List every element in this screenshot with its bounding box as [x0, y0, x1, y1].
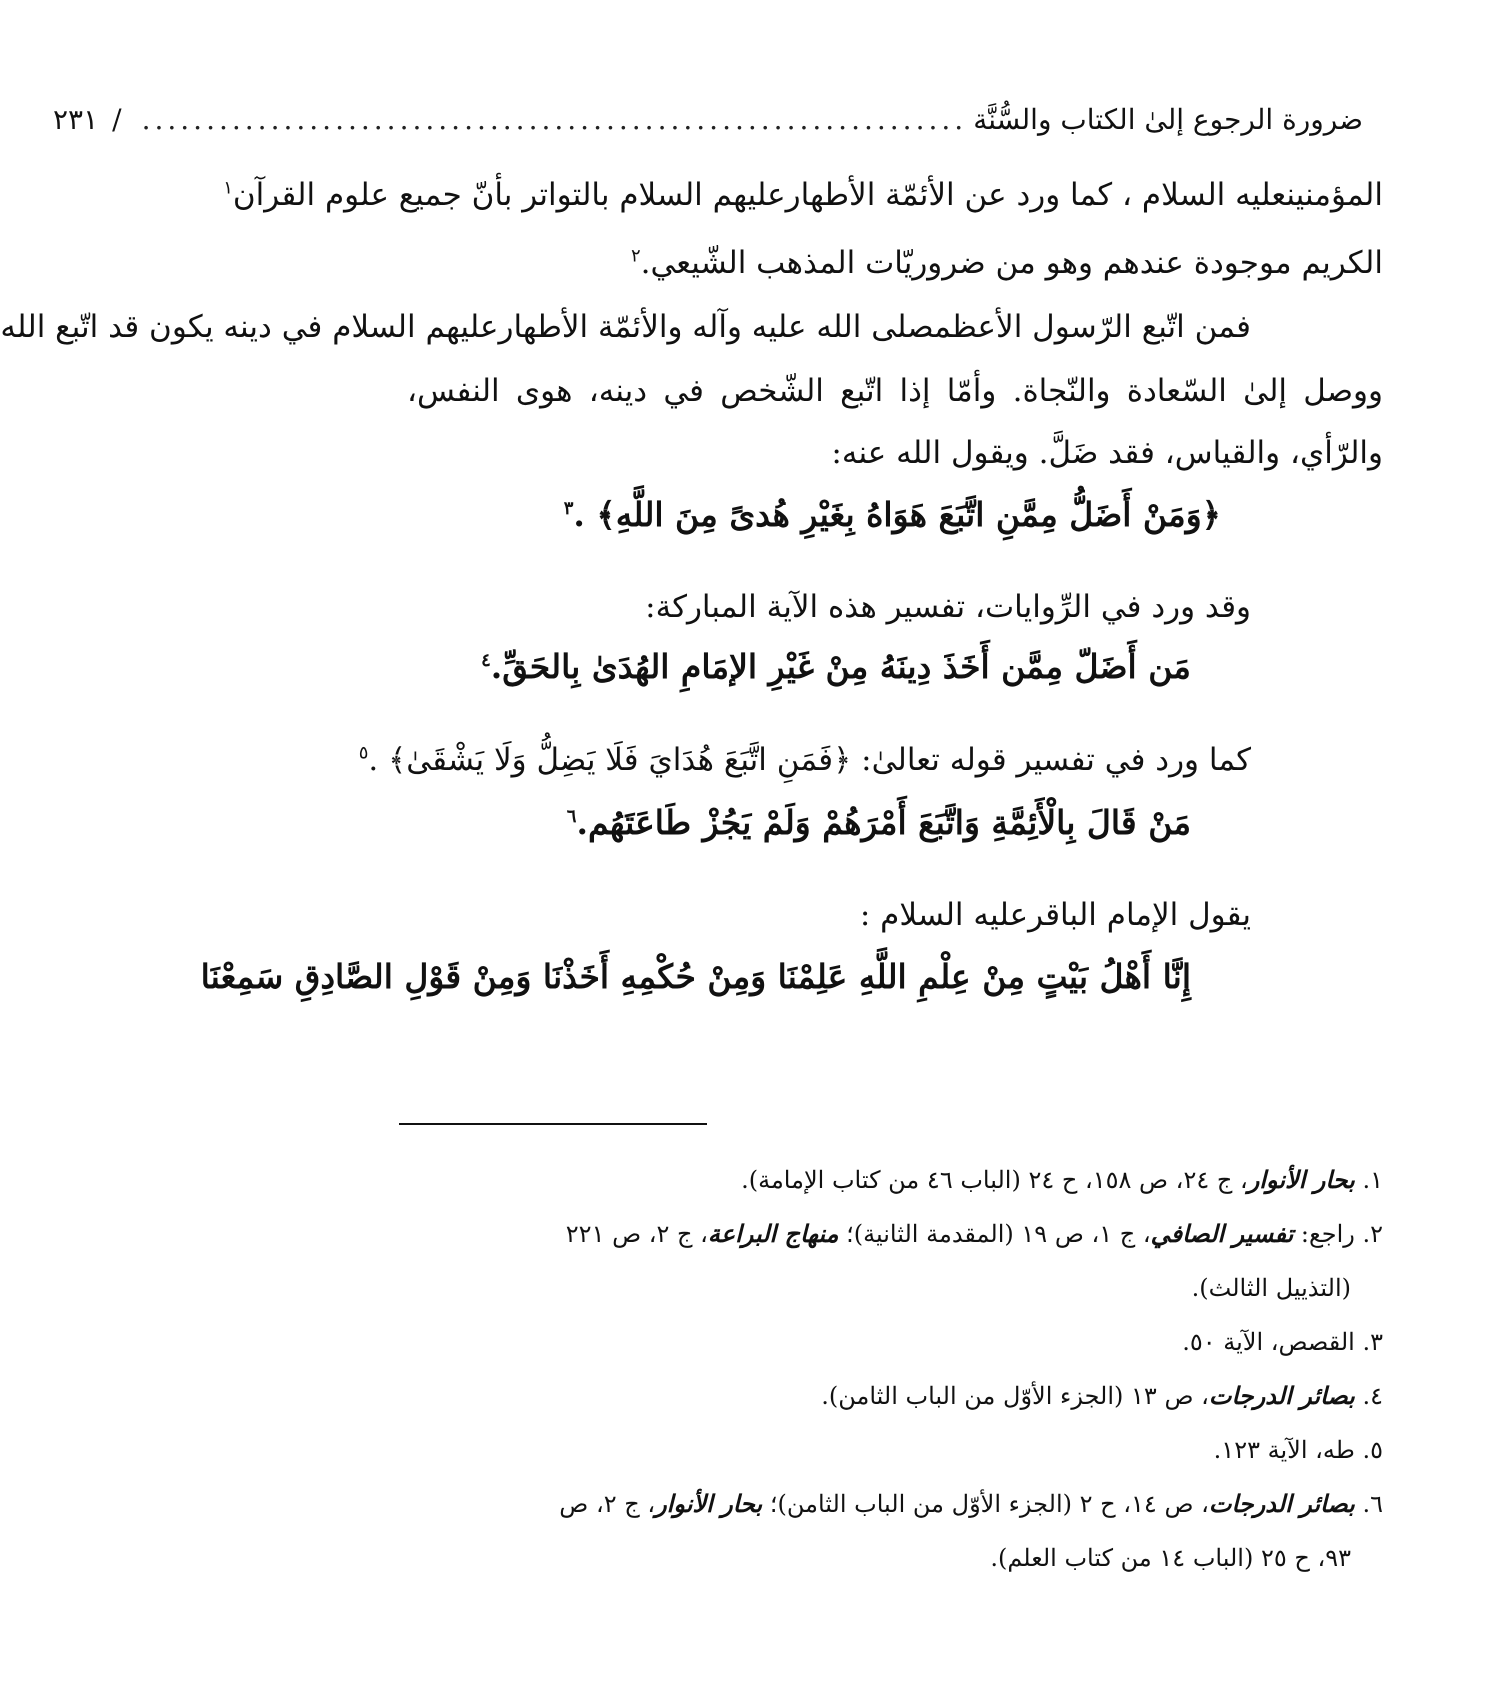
- hadith-quote-2: مَنْ قَالَ بِالْأَئِمَّةِ وَاتَّبَعَ أَمْرَهُمْ وَلَمْ يَجُزْ طَاعَتَهُم.$^٦$: [566, 803, 1191, 842]
- footnote-1: ١. بحار الأنوار، ج ٢٤، ص ١٥٨، ح ٢٤ (الباب ٤٦ من كتاب الإمامة).: [741, 1165, 1383, 1194]
- header-separator: /: [112, 103, 122, 136]
- page-number: ٢٣١: [53, 103, 99, 136]
- footnote-6: ٦. بصائر الدرجات، ص ١٤، ح ٢ (الجزء الأوّل من الباب الثامن)؛ بحار الأنوار، ج ٢، ص: [559, 1489, 1383, 1518]
- footnote-ref-4: ٤: [481, 650, 491, 671]
- footnote-ref-6: ٦: [566, 806, 577, 827]
- body-line-7: كما ورد في تفسير قوله تعالىٰ: ﴿فَمَنِ اتَّبَعَ هُدَايَ فَلَا يَضِلُّ وَلَا يَشْقَىٰ﴾ .$^٥$: [358, 742, 1251, 778]
- footnote-divider: [399, 1123, 707, 1125]
- footnote-2: ٢. راجع: تفسير الصافي، ج ١، ص ١٩ (المقدمة الثانية)؛ منهاج البراعة، ج ٢، ص ٢٢١: [565, 1219, 1383, 1248]
- book-title: تفسير الصافي: [1150, 1219, 1294, 1248]
- footnote-4: ٤. بصائر الدرجات، ص ١٣ (الجزء الأوّل من الباب الثامن).: [821, 1381, 1383, 1410]
- footnote-ref-3: ٣: [563, 498, 574, 519]
- footnote-ref-1: ١: [223, 177, 233, 199]
- book-title: بصائر الدرجات: [1208, 1489, 1355, 1518]
- header-leader-dots: ................................................................: [141, 103, 968, 136]
- footnote-2-continued: (التذييل الثالث).: [1191, 1274, 1351, 1302]
- body-line-1: المؤمنينعليه السلام ، كما ورد عن الأئمّة الأطهارعليهم السلام بالتواتر بأنّ جميع علوم القرآن$^١$: [223, 177, 1383, 213]
- book-title: بصائر الدرجات: [1208, 1381, 1355, 1410]
- running-header: [53, 92, 1363, 136]
- book-title: بحار الأنوار: [655, 1489, 763, 1518]
- body-line-8: يقول الإمام الباقرعليه السلام :: [859, 897, 1251, 933]
- hadith-quote-1: مَن أَضَلّ مِمَّن أَخَذَ دِينَهُ مِنْ غَيْرِ الإمَامِ الهُدَىٰ بِالحَقِّ.$^٤$: [481, 647, 1191, 686]
- header-title: ضرورة الرجوع إلىٰ الكتاب والسُّنَّة: [973, 103, 1363, 136]
- footnote-6-continued: ٩٣، ح ٢٥ (الباب ١٤ من كتاب العلم).: [990, 1544, 1351, 1572]
- footnote-3: ٣. القصص، الآية ٥٠.: [1182, 1328, 1383, 1356]
- quran-quote-1: ﴿وَمَنْ أَضَلُّ مِمَّنِ اتَّبَعَ هَوَاهُ بِغَيْرِ هُدىً مِنَ اللَّهِ﴾ .$^٣$: [563, 495, 1221, 534]
- body-line-4: ووصل إلىٰ السّعادة والنّجاة. وأمّا إذا اتّبع الشّخص في دينه، هوى النفس،: [407, 373, 1383, 409]
- hadith-quote-3: إِنَّا أَهْلُ بَيْتٍ مِنْ عِلْمِ اللَّهِ عَلِمْنَا وَمِنْ حُكْمِهِ أَخَذْنَا وَمِنْ قَوْلِ الصَّادِقِ سَمِعْنَا: [200, 957, 1191, 996]
- body-line-6: وقد ورد في الرِّوايات، تفسير هذه الآية المباركة:: [645, 589, 1251, 625]
- body-line-3: فمن اتّبع الرّسول الأعظمصلى الله عليه وآله والأئمّة الأطهارعليهم السلام في دينه يكون قد اتّبع الله: [0, 309, 1251, 345]
- body-line-2: الكريم موجودة عندهم وهو من ضروريّات المذهب الشّيعي.$^٢$: [630, 245, 1383, 281]
- book-title: منهاج البراعة: [707, 1219, 839, 1248]
- footnote-ref-5: ٥: [358, 742, 369, 764]
- footnote-ref-2: ٢: [630, 245, 641, 267]
- footnote-5: ٥. طه، الآية ١٢٣.: [1213, 1436, 1383, 1464]
- body-line-5: والرّأي، والقياس، فقد ضَلَّ. ويقول الله عنه:: [831, 435, 1383, 471]
- book-title: بحار الأنوار: [1247, 1165, 1355, 1194]
